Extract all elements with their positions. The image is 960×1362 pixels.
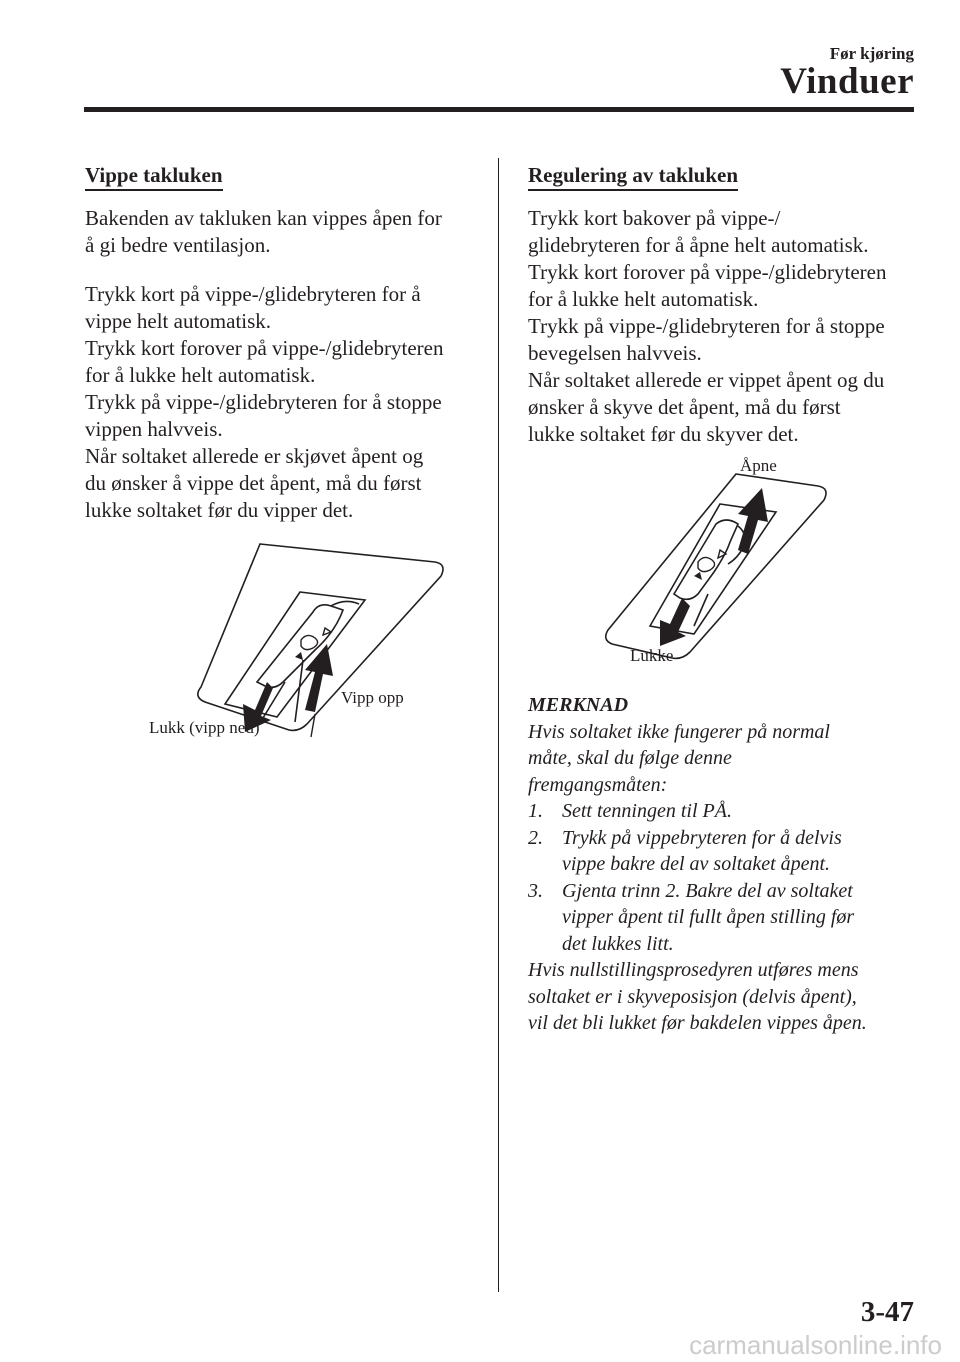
text-line: Bakenden av takluken kan vippes åpen for [85, 206, 442, 230]
tilt-switch-illustration [145, 532, 475, 742]
text-line: vippe helt automatisk. [85, 309, 272, 333]
section-title: Før kjøring [829, 44, 914, 63]
tilt-instructions [85, 281, 485, 524]
tilt-intro [85, 205, 485, 259]
slide-switch-illustration [598, 454, 858, 674]
note-line: Hvis nullstillingsprosedyren utføres mens [528, 959, 859, 981]
note-step [528, 798, 918, 825]
text-line: Når soltaket allerede er skjøvet åpent og [85, 444, 424, 468]
note-box [528, 692, 918, 1037]
text-line: ønsker å skyve det åpent, må du først [528, 395, 841, 419]
step-number: 1. [528, 800, 543, 822]
note-line: fremgangsmåten: [528, 773, 668, 796]
note-line: Hvis soltaket ikke fungerer på normal [528, 720, 830, 743]
header-divider [84, 107, 914, 112]
text-line: du ønsker å vippe det åpent, må du først [85, 471, 422, 495]
page-title: Vinduer [780, 61, 914, 102]
step-line: Trykk på vippebryteren for å delvis [562, 826, 842, 849]
right-column [528, 162, 918, 1037]
tilt-up-label: Vipp opp [341, 688, 404, 707]
slide-instructions [528, 205, 918, 448]
text-line: Når soltaket allerede er vippet åpent og du [528, 368, 885, 392]
step-line: Sett tenningen til PÅ. [562, 800, 732, 822]
tilt-switch-figure [145, 532, 475, 742]
watermark-text: carmanualsonline.info [689, 1330, 942, 1360]
note-title: MERKNAD [528, 694, 629, 716]
step-number: 3. [528, 879, 543, 902]
note-step [528, 878, 918, 958]
tilt-heading: Vippe takluken [85, 162, 223, 191]
text-line: for å lukke helt automatisk. [85, 363, 316, 387]
step-line: vipper åpent til fullt åpen stilling før [562, 906, 855, 928]
text-line: lukke soltaket før du skyver det. [528, 422, 799, 446]
text-line: bevegelsen halvveis. [528, 341, 702, 365]
text-line: Trykk kort på vippe-/glidebryteren for å [85, 282, 421, 306]
text-line: lukke soltaket før du vipper det. [85, 498, 354, 522]
text-line: Trykk kort forover på vippe-/glidebryteren [528, 260, 887, 284]
note-line: måte, skal du følge denne [528, 747, 732, 769]
close-label: Lukke [630, 646, 674, 665]
text-line: vippen halvveis. [85, 417, 223, 441]
page-number: 3-47 [860, 1296, 914, 1328]
text-line: Trykk kort bakover på vippe-/ [528, 206, 781, 230]
tilt-down-label: Lukk (vipp ned) [149, 718, 260, 737]
left-column [85, 162, 485, 742]
text-line: Trykk på vippe-/glidebryteren for å stoppe [85, 390, 442, 414]
text-line: glidebryteren for å åpne helt automatisk. [528, 233, 869, 257]
text-line: Trykk kort forover på vippe-/glidebryteren [85, 336, 444, 360]
step-number: 2. [528, 826, 543, 849]
note-line: soltaket er i skyveposisjon (delvis åpent), [528, 985, 857, 1008]
slide-heading: Regulering av takluken [528, 162, 738, 191]
step-line: vippe bakre del av soltaket åpent. [562, 853, 831, 875]
text-line: å gi bedre ventilasjon. [85, 233, 271, 257]
text-line: for å lukke helt automatisk. [528, 287, 759, 311]
column-divider [498, 158, 499, 1292]
step-line: det lukkes litt. [562, 932, 674, 955]
slide-switch-figure [598, 454, 858, 674]
open-label: Åpne [740, 456, 777, 475]
note-line: vil det bli lukket før bakdelen vippes åpen. [528, 1012, 867, 1034]
note-step [528, 825, 918, 878]
step-line: Gjenta trinn 2. Bakre del av soltaket [562, 879, 853, 902]
text-line: Trykk på vippe-/glidebryteren for å stoppe [528, 314, 885, 338]
